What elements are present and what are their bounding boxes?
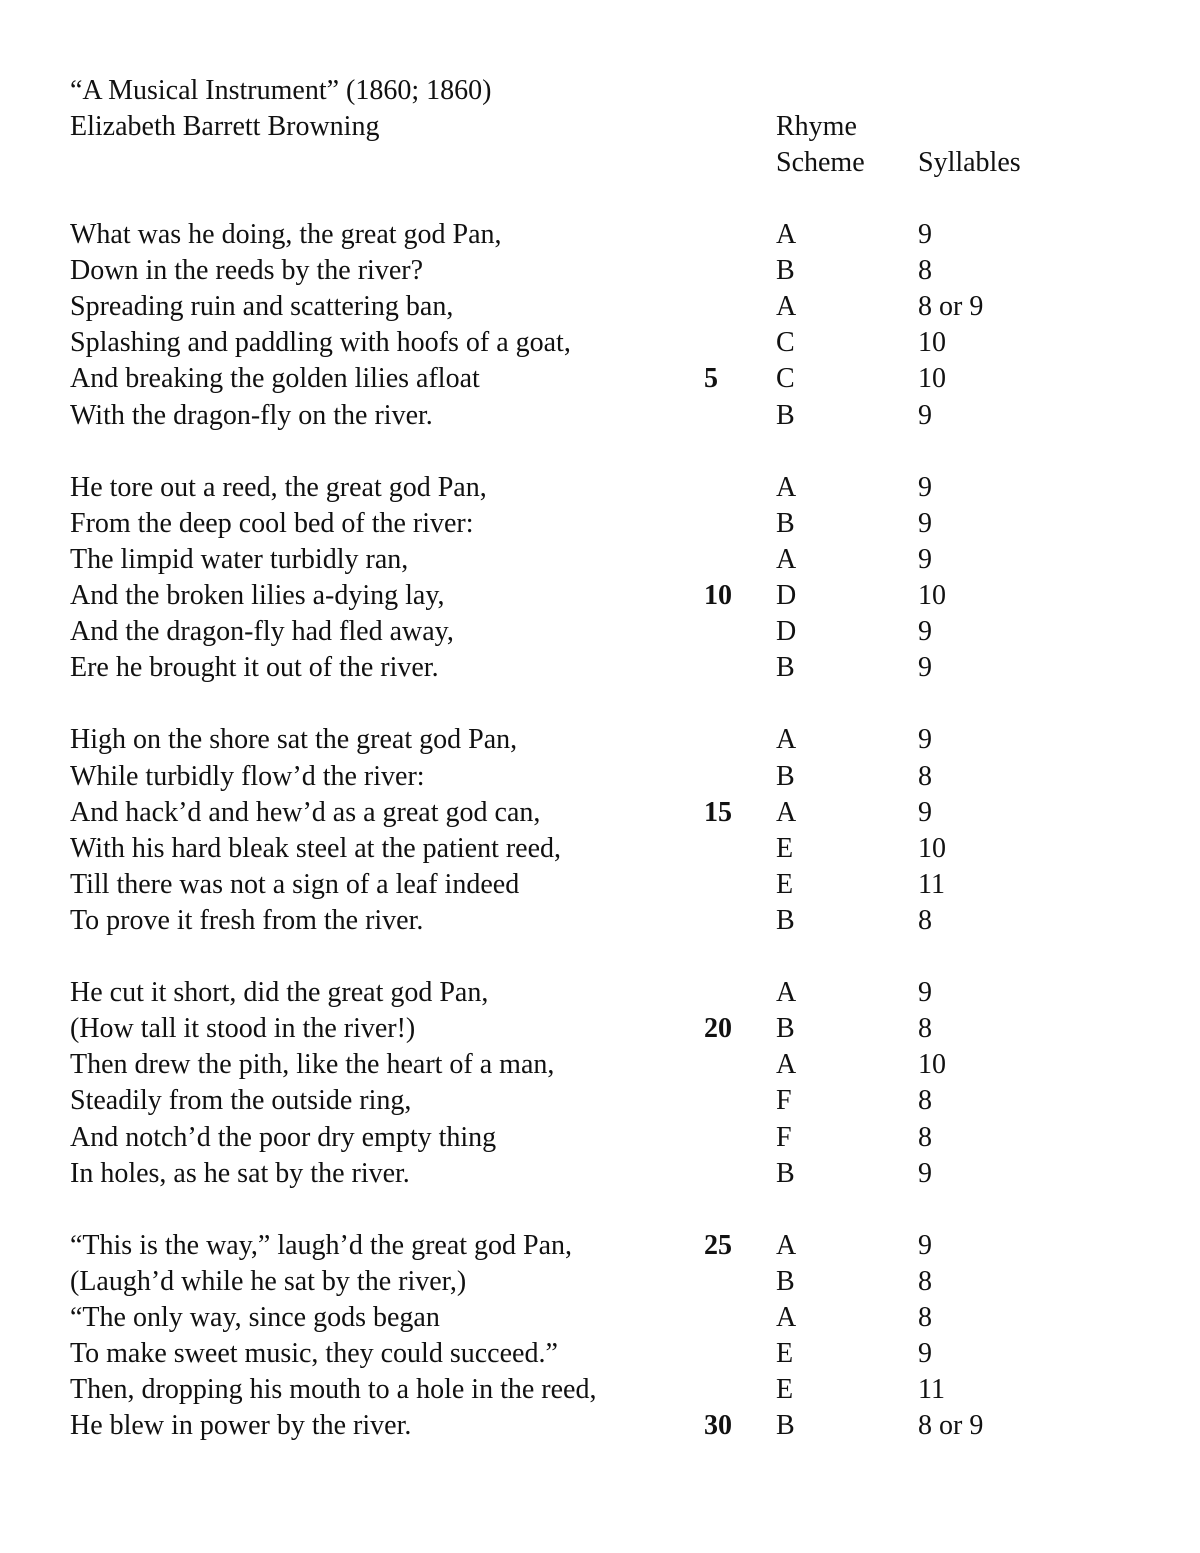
poem-line (0, 217, 1200, 253)
poem-line (0, 542, 1200, 578)
syllable-count: 8 (918, 761, 932, 792)
line-number: 25 (704, 1230, 732, 1261)
verse-text: What was he doing, the great god Pan, (70, 219, 502, 250)
syllable-count: 8 (918, 1085, 932, 1116)
syllable-count: 9 (918, 1158, 932, 1189)
verse-text: And notch’d the poor dry empty thing (70, 1122, 497, 1153)
poem-line (0, 1372, 1200, 1408)
verse-text: Ere he brought it out of the river. (70, 652, 439, 683)
syllable-count: 9 (918, 472, 932, 503)
poem-line (0, 795, 1200, 831)
rhyme-letter: F (776, 1122, 792, 1153)
verse-text: “The only way, since gods began (70, 1302, 440, 1333)
rhyme-letter: C (776, 363, 795, 394)
poem-line (0, 470, 1200, 506)
syllable-count: 8 (918, 1013, 932, 1044)
rhyme-scheme-header-line2: Scheme (776, 147, 865, 178)
syllable-count: 9 (918, 1230, 932, 1261)
poem-line (0, 1228, 1200, 1264)
verse-text: He blew in power by the river. (70, 1410, 412, 1441)
syllable-count: 8 (918, 1266, 932, 1297)
syllable-count: 10 (918, 327, 946, 358)
syllable-count: 9 (918, 400, 932, 431)
rhyme-letter: E (776, 1374, 794, 1405)
verse-text: (Laugh’d while he sat by the river,) (70, 1266, 467, 1297)
poem-line (0, 831, 1200, 867)
syllable-count: 10 (918, 580, 946, 611)
rhyme-letter: B (776, 400, 795, 431)
rhyme-letter: A (776, 1049, 797, 1080)
verse-text: And hack’d and hew’d as a great god can, (70, 797, 541, 828)
verse-text: To make sweet music, they could succeed.” (70, 1338, 558, 1369)
rhyme-letter: D (776, 580, 797, 611)
syllable-count: 9 (918, 797, 932, 828)
poem-line (0, 650, 1200, 686)
line-number: 30 (704, 1410, 732, 1441)
syllable-count: 9 (918, 508, 932, 539)
syllable-count: 10 (918, 833, 946, 864)
syllable-count: 9 (918, 1338, 932, 1369)
rhyme-letter: B (776, 652, 795, 683)
rhyme-letter: A (776, 724, 797, 755)
rhyme-letter: B (776, 1410, 795, 1441)
line-number: 15 (704, 797, 732, 828)
rhyme-letter: A (776, 291, 797, 322)
rhyme-letter: A (776, 1302, 797, 1333)
poem-line (0, 1047, 1200, 1083)
poem-line (0, 903, 1200, 939)
line-number: 20 (704, 1013, 732, 1044)
rhyme-scheme-header-line1: Rhyme (776, 111, 857, 142)
syllable-count: 9 (918, 724, 932, 755)
line-number: 10 (704, 580, 732, 611)
rhyme-letter: E (776, 869, 794, 900)
poem-line (0, 1120, 1200, 1156)
verse-text: Then, dropping his mouth to a hole in the reed, (70, 1374, 597, 1405)
syllable-count: 8 or 9 (918, 1410, 984, 1441)
rhyme-letter: A (776, 219, 797, 250)
verse-text: Till there was not a sign of a leaf indeed (70, 869, 520, 900)
rhyme-letter: B (776, 1158, 795, 1189)
poem-line (0, 253, 1200, 289)
rhyme-letter: B (776, 761, 795, 792)
verse-text: And the broken lilies a-dying lay, (70, 580, 445, 611)
verse-text: And the dragon-fly had fled away, (70, 616, 454, 647)
rhyme-letter: A (776, 544, 797, 575)
syllable-count: 11 (918, 869, 945, 900)
rhyme-letter: B (776, 1266, 795, 1297)
syllable-count: 8 (918, 255, 932, 286)
poem-line (0, 975, 1200, 1011)
verse-text: He cut it short, did the great god Pan, (70, 977, 489, 1008)
verse-text: The limpid water turbidly ran, (70, 544, 409, 575)
rhyme-letter: B (776, 508, 795, 539)
verse-text: From the deep cool bed of the river: (70, 508, 474, 539)
verse-text: And breaking the golden lilies afloat (70, 363, 480, 394)
rhyme-letter: E (776, 1338, 794, 1369)
poem-line (0, 1083, 1200, 1119)
syllable-count: 10 (918, 363, 946, 394)
poem-line (0, 1408, 1200, 1444)
poem-line (0, 361, 1200, 397)
poem-line (0, 1336, 1200, 1372)
verse-text: Down in the reeds by the river? (70, 255, 423, 286)
verse-text: “This is the way,” laugh’d the great god Pan, (70, 1230, 573, 1261)
verse-text: In holes, as he sat by the river. (70, 1158, 410, 1189)
poem-line (0, 722, 1200, 758)
syllable-count: 8 (918, 1302, 932, 1333)
poem-line (0, 578, 1200, 614)
poem-line (0, 1300, 1200, 1336)
poem-line (0, 289, 1200, 325)
rhyme-letter: B (776, 1013, 795, 1044)
rhyme-letter: F (776, 1085, 792, 1116)
verse-text: High on the shore sat the great god Pan, (70, 724, 518, 755)
line-number: 5 (704, 363, 718, 394)
rhyme-letter: A (776, 797, 797, 828)
rhyme-letter: B (776, 905, 795, 936)
syllable-count: 9 (918, 219, 932, 250)
verse-text: Then drew the pith, like the heart of a man, (70, 1049, 555, 1080)
syllable-count: 10 (918, 1049, 946, 1080)
rhyme-letter: D (776, 616, 797, 647)
poem-line (0, 398, 1200, 434)
verse-text: (How tall it stood in the river!) (70, 1013, 416, 1044)
syllable-count: 8 (918, 1122, 932, 1153)
poem-line (0, 614, 1200, 650)
poem-line (0, 1156, 1200, 1192)
verse-text: With his hard bleak steel at the patient reed, (70, 833, 562, 864)
poem-line (0, 1264, 1200, 1300)
syllable-count: 9 (918, 616, 932, 647)
verse-text: While turbidly flow’d the river: (70, 761, 425, 792)
verse-text: He tore out a reed, the great god Pan, (70, 472, 487, 503)
syllable-count: 9 (918, 652, 932, 683)
syllable-count: 11 (918, 1374, 945, 1405)
syllable-count: 9 (918, 544, 932, 575)
syllable-count: 9 (918, 977, 932, 1008)
poem-line (0, 759, 1200, 795)
poem-title: “A Musical Instrument” (1860; 1860) (70, 75, 492, 106)
rhyme-letter: C (776, 327, 795, 358)
verse-text: Spreading ruin and scattering ban, (70, 291, 454, 322)
rhyme-letter: A (776, 1230, 797, 1261)
rhyme-letter: A (776, 472, 797, 503)
syllable-count: 8 or 9 (918, 291, 984, 322)
poem-line (0, 506, 1200, 542)
verse-text: To prove it fresh from the river. (70, 905, 424, 936)
poem-author: Elizabeth Barrett Browning (70, 111, 380, 142)
syllables-header: Syllables (918, 147, 1021, 178)
verse-text: With the dragon-fly on the river. (70, 400, 433, 431)
rhyme-letter: B (776, 255, 795, 286)
poem-line (0, 1011, 1200, 1047)
verse-text: Splashing and paddling with hoofs of a goat, (70, 327, 571, 358)
poem-line (0, 325, 1200, 361)
poem-line (0, 867, 1200, 903)
rhyme-letter: A (776, 977, 797, 1008)
verse-text: Steadily from the outside ring, (70, 1085, 412, 1116)
rhyme-letter: E (776, 833, 794, 864)
syllable-count: 8 (918, 905, 932, 936)
